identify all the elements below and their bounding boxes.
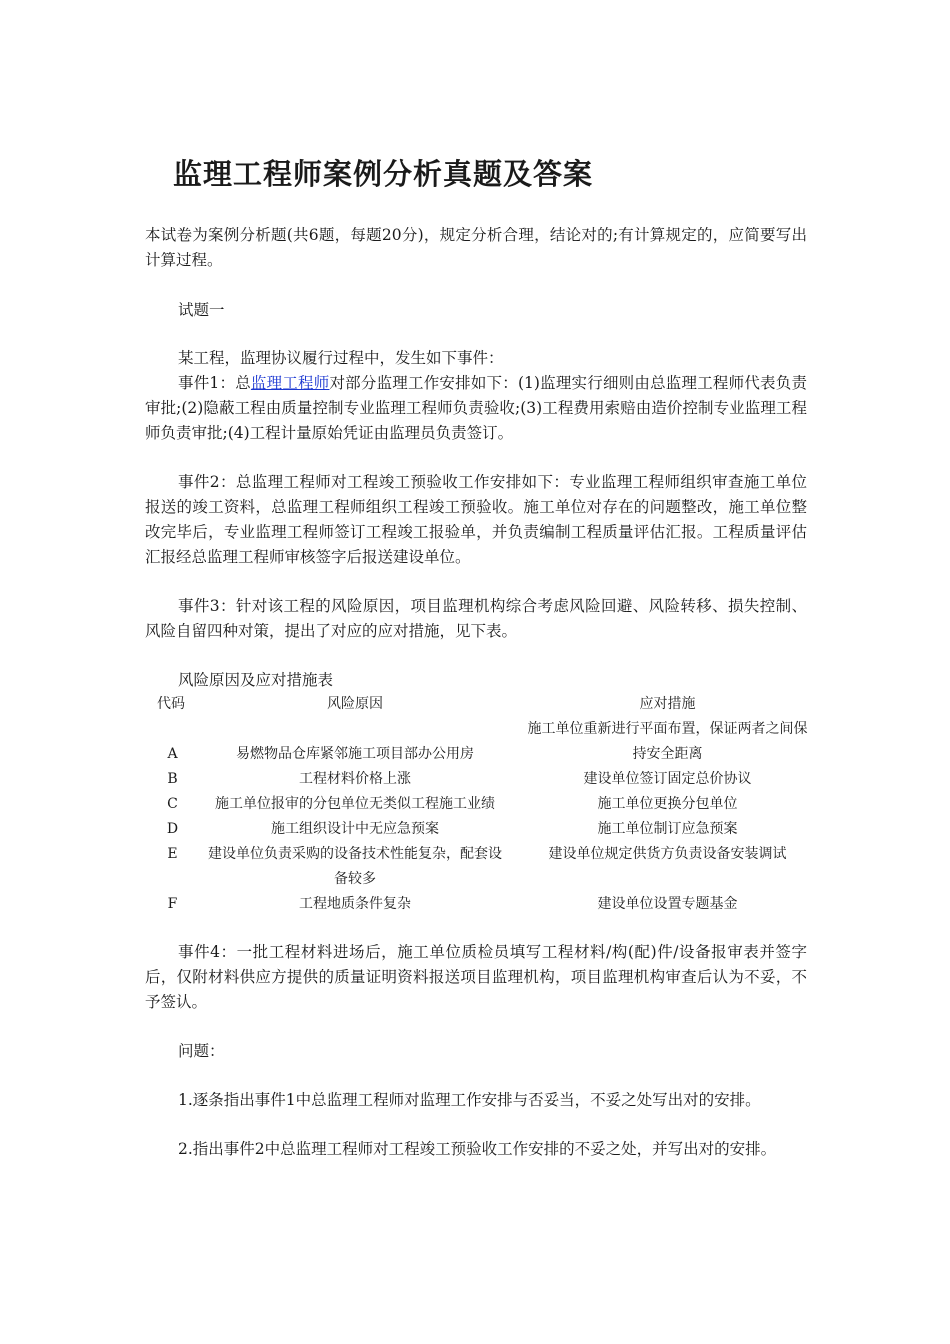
row-measure: 建设单位设置专题基金 <box>597 896 738 912</box>
header-code: 代码 <box>157 696 185 712</box>
intro-paragraph: 本试卷为案例分析题(共6题，每题20分)，规定分析合理，结论对的;有计算规定的，应简要写出计算过程。 <box>145 226 807 269</box>
row-measure: 施工单位更换分包单位 <box>597 796 738 812</box>
table-row <box>145 792 825 817</box>
row-cause: 工程地质条件复杂 <box>299 896 411 912</box>
event1-prefix: 事件1：总 <box>178 374 251 392</box>
row-measure: 建设单位规定供货方负责设备安装调试 <box>548 846 787 862</box>
event2-paragraph: 事件2：总监理工程师对工程竣工预验收工作安排如下：专业监理工程师组织审查施工单位报送的竣工资料，总监理工程师组织工程竣工预验收。施工单位对存在的问题整改，施工单位整改完毕后，专业监理工程师签订工程竣工报验单，并负责编制工程质量评估汇报。工程质量评估汇报经总监理工程师审核签字后报送建设单位。 <box>145 473 807 566</box>
document-title: 监理工程师案例分析真题及答案 <box>173 157 594 191</box>
event1-rest: 对部分监理工作安排如下：(1)监理实行细则由总监理工程师代表负责审批;(2)隐蔽工程由质量控制专业监理工程师负责验收;(3)工程费用索赔由造价控制专业监理工程师负责审批;(4)工程计量原始凭证由监理员负责签订。 <box>145 374 807 442</box>
question-2: 2.指出事件2中总监理工程师对工程竣工预验收工作安排的不妥之处，并写出对的安排。 <box>178 1140 777 1158</box>
row-cause <box>200 842 510 892</box>
row-measure <box>510 717 825 767</box>
supervisor-engineer-link[interactable]: 监理工程师 <box>250 374 330 392</box>
row-code: D <box>166 821 179 837</box>
event3-paragraph: 事件3：针对该工程的风险原因，项目监理机构综合考虑风险回避、风险转移、损失控制、风险自留四种对策，提出了对应的应对措施，见下表。 <box>145 597 807 640</box>
risk-table <box>145 692 825 917</box>
scenario-text: 某工程，监理协议履行过程中，发生如下事件： <box>178 349 504 367</box>
row-code: E <box>167 846 178 862</box>
table-row <box>145 717 825 767</box>
row-code: A <box>167 746 178 762</box>
row-measure: 施工单位制订应急预案 <box>597 821 738 837</box>
table-title: 风险原因及应对措施表 <box>178 671 334 689</box>
event4-paragraph: 事件4：一批工程材料进场后，施工单位质检员填写工程材料/构(配)件/设备报审表并签字后，仅附材料供应方提供的质量证明资料报送项目监理机构，项目监理机构审查后认为不妥，不予签认。 <box>145 943 807 1011</box>
question-label: 试题一 <box>178 301 225 319</box>
header-cause: 风险原因 <box>327 696 383 712</box>
table-row <box>145 842 825 892</box>
question-1: 1.逐条指出事件1中总监理工程师对监理工作安排与否妥当，不妥之处写出对的安排。 <box>178 1091 761 1109</box>
row-cause-line1: 建设单位负责采购的设备技术性能复杂，配套设 <box>208 846 502 862</box>
row-measure-line1: 施工单位重新进行平面布置，保证两者之间保 <box>527 721 808 737</box>
row-code: F <box>167 896 178 912</box>
table-row <box>145 767 825 792</box>
row-measure-line2: 持安全距离 <box>632 746 703 762</box>
row-cause: 工程材料价格上涨 <box>299 771 411 787</box>
table-header-row <box>145 692 825 717</box>
header-measure: 应对措施 <box>639 696 696 712</box>
questions-label: 问题： <box>178 1042 225 1060</box>
row-code: C <box>167 796 178 812</box>
table-row <box>145 892 825 917</box>
row-measure: 建设单位签订固定总价协议 <box>583 771 752 787</box>
row-cause-line2: 备较多 <box>334 871 376 887</box>
row-cause: 施工单位报审的分包单位无类似工程施工业绩 <box>215 796 495 812</box>
event1-paragraph <box>145 371 807 446</box>
table-row <box>145 817 825 842</box>
row-cause: 易燃物品仓库紧邻施工项目部办公用房 <box>236 746 474 762</box>
row-code: B <box>167 771 178 787</box>
row-cause: 施工组织设计中无应急预案 <box>271 821 439 837</box>
